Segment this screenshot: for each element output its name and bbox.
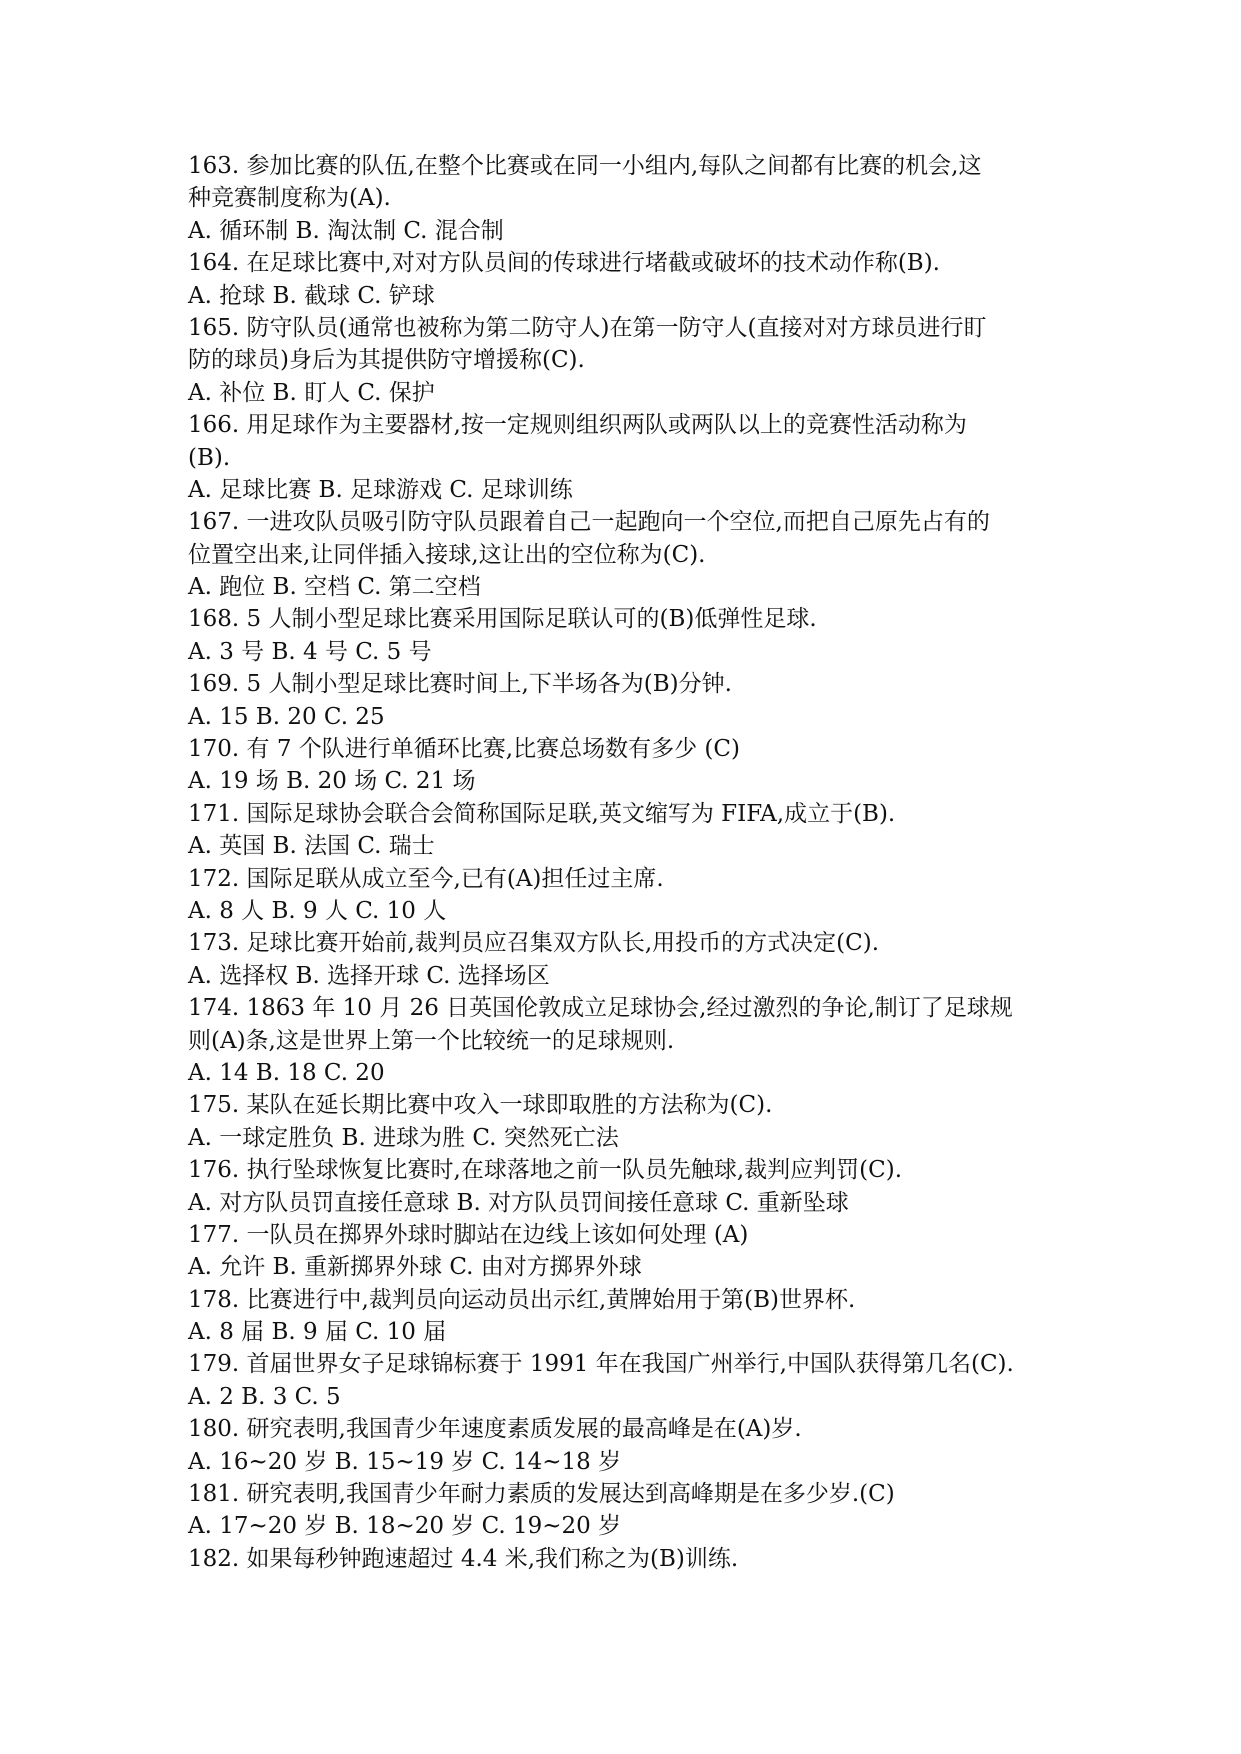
text-line: (B).: [188, 444, 231, 471]
text-line: 176. 执行坠球恢复比赛时,在球落地之前一队员先触球,裁判应判罚(C).: [188, 1157, 902, 1184]
text-line: 173. 足球比赛开始前,裁判员应召集双方队长,用投币的方式决定(C).: [188, 930, 879, 957]
answer-options: A. 足球比赛 B. 足球游戏 C. 足球训练: [188, 476, 573, 503]
answer-options: A. 跑位 B. 空档 C. 第二空档: [188, 574, 481, 601]
text-line: 174. 1863 年 10 月 26 日英国伦敦成立足球协会,经过激烈的争论,制订了足球规: [188, 995, 1013, 1022]
answer-options: A. 对方队员罚直接任意球 B. 对方队员罚间接任意球 C. 重新坠球: [188, 1189, 849, 1216]
text-line: 179. 首届世界女子足球锦标赛于 1991 年在我国广州举行,中国队获得第几名(C).: [188, 1351, 1014, 1378]
text-line: 164. 在足球比赛中,对对方队员间的传球进行堵截或破坏的技术动作称(B).: [188, 250, 940, 277]
answer-options: A. 8 人 B. 9 人 C. 10 人: [188, 897, 447, 924]
answer-options: A. 补位 B. 盯人 C. 保护: [188, 379, 435, 406]
text-line: 163. 参加比赛的队伍,在整个比赛或在同一小组内,每队之间都有比赛的机会,这: [188, 153, 982, 179]
text-line: 165. 防守队员(通常也被称为第二防守人)在第一防守人(直接对对方球员进行盯: [188, 314, 987, 341]
text-line: 181. 研究表明,我国青少年耐力素质的发展达到高峰期是在多少岁.(C): [188, 1481, 895, 1508]
text-line: 167. 一进攻队员吸引防守队员跟着自己一起跑向一个空位,而把自己原先占有的: [188, 509, 990, 536]
answer-options: A. 一球定胜负 B. 进球为胜 C. 突然死亡法: [188, 1124, 619, 1151]
text-line: 170. 有 7 个队进行单循环比赛,比赛总场数有多少 (C): [188, 736, 740, 763]
text-line: 175. 某队在延长期比赛中攻入一球即取胜的方法称为(C).: [188, 1092, 773, 1119]
answer-options: A. 16~20 岁 B. 15~19 岁 C. 14~18 岁: [188, 1448, 622, 1475]
answer-options: A. 循环制 B. 淘汰制 C. 混合制: [188, 217, 504, 244]
text-line: 防的球员)身后为其提供防守增援称(C).: [188, 347, 585, 374]
text-line: 171. 国际足球协会联合会简称国际足联,英文缩写为 FIFA,成立于(B).: [188, 800, 896, 827]
text-line: 182. 如果每秒钟跑速超过 4.4 米,我们称之为(B)训练.: [188, 1545, 739, 1572]
text-line: 种竞赛制度称为(A).: [188, 185, 391, 212]
text-line: 位置空出来,让同伴插入接球,这让出的空位称为(C).: [188, 541, 706, 568]
answer-options: A. 19 场 B. 20 场 C. 21 场: [188, 768, 476, 795]
answer-options: A. 抢球 B. 截球 C. 铲球: [188, 282, 435, 309]
text-line: 169. 5 人制小型足球比赛时间上,下半场各为(B)分钟.: [188, 671, 732, 698]
text-line: 172. 国际足联从成立至今,已有(A)担任过主席.: [188, 865, 664, 892]
text-line: 则(A)条,这是世界上第一个比较统一的足球规则.: [188, 1027, 675, 1054]
question-list: [188, 150, 1068, 1575]
answer-options: A. 2 B. 3 C. 5: [188, 1383, 341, 1410]
text-line: 166. 用足球作为主要器材,按一定规则组织两队或两队以上的竞赛性活动称为: [188, 412, 967, 439]
answer-options: A. 允许 B. 重新掷界外球 C. 由对方掷界外球: [188, 1254, 642, 1281]
answer-options: A. 3 号 B. 4 号 C. 5 号: [188, 638, 432, 665]
answer-options: A. 选择权 B. 选择开球 C. 选择场区: [188, 962, 550, 989]
answer-options: A. 8 届 B. 9 届 C. 10 届: [188, 1319, 447, 1346]
answer-options: A. 14 B. 18 C. 20: [188, 1059, 385, 1086]
answer-options: A. 17~20 岁 B. 18~20 岁 C. 19~20 岁: [188, 1513, 622, 1540]
text-line: 168. 5 人制小型足球比赛采用国际足联认可的(B)低弹性足球.: [188, 606, 817, 633]
text-line: 180. 研究表明,我国青少年速度素质发展的最高峰是在(A)岁.: [188, 1416, 802, 1443]
text-line: 178. 比赛进行中,裁判员向运动员出示红,黄牌始用于第(B)世界杯.: [188, 1286, 856, 1313]
answer-options: A. 英国 B. 法国 C. 瑞士: [188, 833, 435, 860]
answer-options: A. 15 B. 20 C. 25: [188, 703, 385, 730]
text-line: 177. 一队员在掷界外球时脚站在边线上该如何处理 (A): [188, 1221, 749, 1248]
